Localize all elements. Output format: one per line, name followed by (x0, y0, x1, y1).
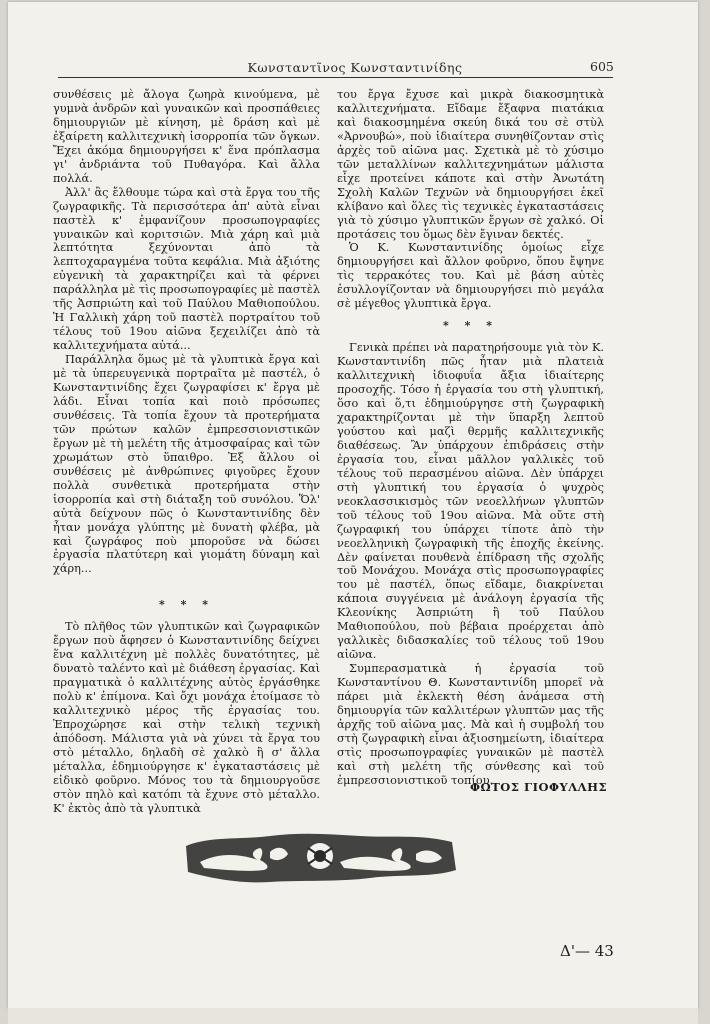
running-header-title: Κωνσταντῖνος Κωνσταντινίδης (247, 60, 463, 75)
author-signature: ΦΩΤΟΣ ΓΙΟΦΥΛΛΗΣ (470, 780, 608, 794)
paragraph: του ἔργα ἔχυσε καὶ μικρὰ διακοσμητικὰ καλλιτεχνήματα. Εἴδαμε ἔξαφνα πιατάκια καὶ διακοσμημένα σκεύη δικά του σὲ στὺλ «Ἀρνουβώ», ποὺ ἰδιαίτερα συνηθίζονταν στὶς ἀρχὲς τοῦ αἰῶνα μας. Σχετικὰ μὲ τὸ χύσιμο τῶν μεταλλίνων καλλιτεχνημάτων μάλιστα εἶχε προτείνει κάποτε καὶ στὴν Ἀνωτάτη Σχολὴ Καλῶν Τεχνῶν νὰ δημιουργήσει ἐκεῖ κλίβανο καὶ ὅλες τὶς τεχνικὲς ἐγκαταστάσεις γιὰ τὸ χύσιμο γλυπτικῶν ἔργων σὲ χαλκό. Οἱ προτάσεις του ὅμως δὲν ἔγιναν δεκτές. (337, 88, 604, 241)
page-edge (8, 1008, 698, 1024)
header-rule (58, 77, 613, 78)
paragraph: Ἀλλ' ἂς ἔλθουμε τώρα καὶ στὰ ἔργα του τῆς ζωγραφικῆς. Τὰ περισσότερα ἀπ' αὐτὰ εἶναι παστὲλ κ' ἐμφανίζουν προσωπογραφίες γυναικῶν καὶ κοριτσιῶν. Μιὰ χάρη καὶ μιὰ λεπτότητα ξεχύνονται ἀπὸ τὰ λεπτοχαραγμένα τοῦτα κεφάλια. Μιὰ ἀξιότης εὐγενικὴ τὰ χαρακτηρίζει καὶ τὰ φέρνει παράλληλα μὲ τὶς προσωπογραφίες μὲ παστὲλ τῆς Ἀσπριώτη καὶ τοῦ Παύλου Μαθιοπούλου. Ἡ Γαλλικὴ χάρη τοῦ παστὲλ πορτραίτου τοῦ τέλους τοῦ 19ου αἰῶνα ξεχειλίζει ἀπὸ τὰ καλλιτεχνήματα αὐτά... (53, 185, 320, 353)
paragraph: Γενικὰ πρέπει νὰ παρατηρήσουμε γιὰ τὸν Κ. Κωνσταντινίδη πῶς ἦταν μιὰ πλατειὰ καλλιτεχνικὴ ἰδιοφυΐα ἄξια ἰδιαίτερης προσοχῆς. Τόσο ἡ ἐργασία του στὴ γλυπτική, ὅσο καὶ ὅ,τι ἐδημιούργησε στὴ ζωγραφικὴ χαρακτηρίζονται μὲ τὴν ὕπαρξη λεπτοῦ γούστου καὶ μαζὶ θερμῆς καλλιτεχνικῆς διαθέσεως. Ἂν ὑπάρχουν ἐπιδράσεις στὴν ἐργασία του, εἶναι μᾶλλον γαλλικὲς τοῦ τέλους τοῦ περασμένου αἰῶνα. Δὲν ὑπάρχει στὴ γλυπτική του ἐργασία ὁ ψυχρὸς νεοκλασσικισμὸς τῶν νεοελλήνων γλυπτῶν τοῦ τέλους τοῦ 19ου αἰῶνα. Μὰ οὔτε στὴ ζωγραφική του ὑπάρχει τίποτε ἀπὸ τὴν νεοελληνικὴ ζωγραφικὴ τῆς ἐποχῆς ἐκείνης. Δὲν φαίνεται πουθενὰ ἐπίδραση τῆς σχολῆς τοῦ Μονάχου. Μονάχα στὶς προσωπογραφίες του μὲ παστέλ, ὅπως εἴδαμε, διακρίνεται κάποια συγγένεια μὲ ἀνάλογη ἐργασία τῆς Κλεονίκης Ἀσπριώτη ἢ τοῦ Παύλου Μαθιοπούλου, ποὺ βέβαια προέρχεται ἀπὸ γαλλικὲς διδασκαλίες τοῦ τέλους τοῦ 19ου αἰῶνα. (337, 341, 604, 662)
paragraph: Παράλληλα ὅμως μὲ τὰ γλυπτικὰ ἔργα καὶ μὲ τὰ ὑπερευγενικὰ πορτραῖτα μὲ παστέλ, ὁ Κωνσταντινίδης ἔχει ζωγραφίσει κ' ἔργα μὲ λάδι. Εἶναι τοπία καὶ ποιὸ πρόσωπες συνθέσεις. Τὰ τοπία ἔχουν τὰ προτερήματα τῶν πρώτων καλῶν ἐμπρεσσιονιστικῶν ἔργων μὲ τὴ μελέτη τῆς ἀτμοσφαίρας καὶ τῶν χρωμάτων στὸ ὕπαιθρο. Ἐξ ἄλλου οἱ συνθέσεις μὲ ἀνθρώπινες φιγοῦρες ἔχουν πολλὰ συνθετικὰ προτερήματα στὴν ἰσορροπία καὶ στὴ διάταξη τοῦ συνόλου. Ὅλ' αὐτὰ δείχνουν πῶς ὁ Κωνσταντινίδης δὲν ἦταν μονάχα γλύπτης μὲ δυνατὴ φλέβα, μὰ καὶ ζωγράφος ποὺ μποροῦσε νὰ δώσει ἐργασία πλατύτερη καὶ γιομάτη δύναμη καὶ χάρη... (53, 353, 320, 576)
right-column (337, 88, 604, 788)
paragraph: Τὸ πλῆθος τῶν γλυπτικῶν καὶ ζωγραφικῶν ἔργων ποὺ ἄφησεν ὁ Κωνσταντινίδης δείχνει ἕνα καλλιτέχνη μὲ πολλὲς δυνατότητες, μὲ δυνατὸ ταλέντο καὶ μὲ διάθεση ἐργασίας. Καὶ πραγματικὰ ὁ καλλιτέχνης αὐτὸς ἐργάσθηκε πολὺ κ' ἐπίμονα. Καὶ ὄχι μονάχα ἑτοίμασε τὸ καλλιτεχνικὸ μέρος τῆς ἐργασίας του. Ἐπροχώρησε καὶ στὴν τελικὴ τεχνικὴ ἀπόδοση. Μάλιστα γιὰ νὰ χύνει τὰ ἔργα του στὸ μέταλλο, δηλαδὴ σὲ χαλκὸ ἢ σ' ἄλλα μέταλλα, ἐδημιούργησε κ' ἐγκαταστάσεις μὲ εἰδικὸ φοῦρνο. Μόνος του τὰ δημιουργοῦσε στὸν πηλὸ καὶ κατόπι τὰ ἔχυνε στὸ μέταλλο. Κ' ἐκτὸς ἀπὸ τὰ γλυπτικὰ (53, 620, 320, 815)
hares-ornament-illustration (180, 826, 460, 888)
signature-mark: Δ'— 43 (560, 942, 614, 960)
paragraph: Συμπερασματικὰ ἡ ἐργασία τοῦ Κωνσταντίνου Θ. Κωνσταντινίδη μπορεῖ νὰ πάρει μιὰ ἐκλεκτὴ θέση ἀνάμεσα στὴ δημιουργία τῶν καλλιτέρων γλυπτῶν μας τῆς ἀρχῆς τοῦ αἰῶνα μας. Μὰ καὶ ἡ συμβολή του στὴ ζωγραφικὴ εἶναι ἀξιοσημείωτη, ἰδιαίτερα στὶς προσωπογραφίες γυναικῶν μὲ παστὲλ καὶ στὴ μελέτη τῆς σύνθεσης καὶ τοῦ ἐμπρεσσιονιστικοῦ τοπίου. (337, 662, 604, 787)
paragraph: Ὁ Κ. Κωνσταντινίδης ὁμοίως εἶχε δημιουργήσει καὶ ἄλλον φοῦρνο, ὅπου ἔψηνε τὶς τερρακότες του. Καὶ μὲ βάση αὐτὲς ἐσυλλογίζονταν νὰ δημιουργήσει πιὸ μεγάλα σὲ μέγεθος γλυπτικὰ ἔργα. (337, 241, 604, 311)
section-separator: * * * (443, 319, 498, 333)
page-number: 605 (590, 59, 614, 74)
left-column (53, 88, 320, 816)
section-separator: * * * (159, 598, 214, 612)
paragraph: συνθέσεις μὲ ἄλογα ζωηρὰ κινούμενα, μὲ γυμνὰ ἀνδρῶν καὶ γυναικῶν καὶ προσπάθειες δημιουργιῶν μὲ κίνηση, μὲ δράση καὶ μὲ ἐξαίρετη καλλιτεχνικὴ ἰσορροπία τῶν ὄγκων. Ἔχει ἀκόμα δημιουργήσει κ' ἕνα πρόπλασμα γι' ἀνδριάντα τοῦ Πυθαγόρα. Καὶ ἄλλα πολλά. (53, 88, 320, 185)
